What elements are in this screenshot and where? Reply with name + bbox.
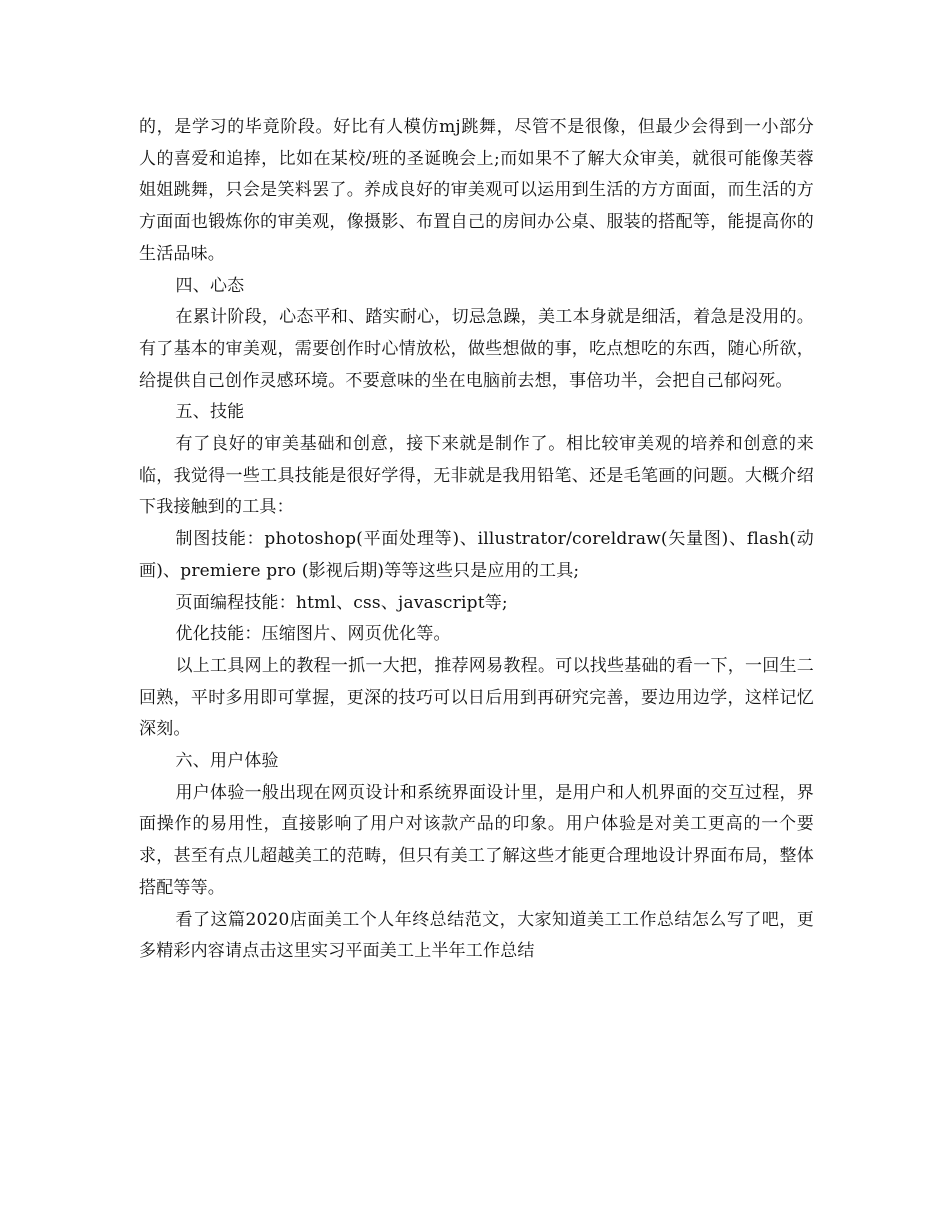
paragraph-aesthetics-continued: 的，是学习的毕竟阶段。好比有人模仿mj跳舞，尽管不是很像，但最少会得到一小部分人的喜爱和追捧，比如在某校/班的圣诞晚会上;而如果不了解大众审美，就很可能像芙蓉姐姐跳舞，只会是笑料罢了。养成良好的审美观可以运用到生活的方方面面，而生活的方方面面也锻炼你的审美观，像摄影、布置自己的房间办公桌、服装的搭配等，能提高你的生活品味。 <box>139 117 814 264</box>
section-heading-user-experience: 六、用户体验 <box>175 751 279 772</box>
paragraph-skills-intro: 有了良好的审美基础和创意，接下来就是制作了。相比较审美观的培养和创意的来临，我觉得一些工具技能是很好学得，无非就是我用铅笔、还是毛笔画的问题。大概介绍下我接触到的工具： <box>139 434 814 518</box>
paragraph-closing: 看了这篇2020店面美工个人年终总结范文，大家知道美工工作总结怎么写了吧，更多精彩内容请点击这里实习平面美工上半年工作总结 <box>139 909 814 962</box>
section-heading-mindset: 四、心态 <box>175 275 245 296</box>
document-body <box>139 112 814 968</box>
paragraph-page-programming-skills: 页面编程技能：html、css、javascript等; <box>175 592 508 613</box>
paragraph-optimization-skills: 优化技能：压缩图片、网页优化等。 <box>175 624 451 645</box>
paragraph-mindset: 在累计阶段，心态平和、踏实耐心，切忌急躁，美工本身就是细活，着急是没用的。有了基本的审美观，需要创作时心情放松，做些想做的事，吃点想吃的东西，随心所欲，给提供自己创作灵感环境。不要意味的坐在电脑前去想，事倍功半，会把自己郁闷死。 <box>139 307 814 391</box>
section-heading-skills: 五、技能 <box>175 402 245 423</box>
paragraph-drawing-skills: 制图技能：photoshop(平面处理等)、illustrator/coreldraw(矢量图)、flash(动画)、premiere pro (影视后期)等等这些只是应用的工具; <box>139 529 814 581</box>
paragraph-tutorials: 以上工具网上的教程一抓一大把，推荐网易教程。可以找些基础的看一下，一回生二回熟，平时多用即可掌握，更深的技巧可以日后用到再研究完善，要边用边学，这样记忆深刻。 <box>139 655 814 740</box>
paragraph-user-experience: 用户体验一般出现在网页设计和系统界面设计里，是用户和人机界面的交互过程，界面操作的易用性，直接影响了用户对该款产品的印象。用户体验是对美工更高的一个要求，甚至有点儿超越美工的范畴，但只有美工了解这些才能更合理地设计界面布局，整体搭配等等。 <box>139 782 814 898</box>
